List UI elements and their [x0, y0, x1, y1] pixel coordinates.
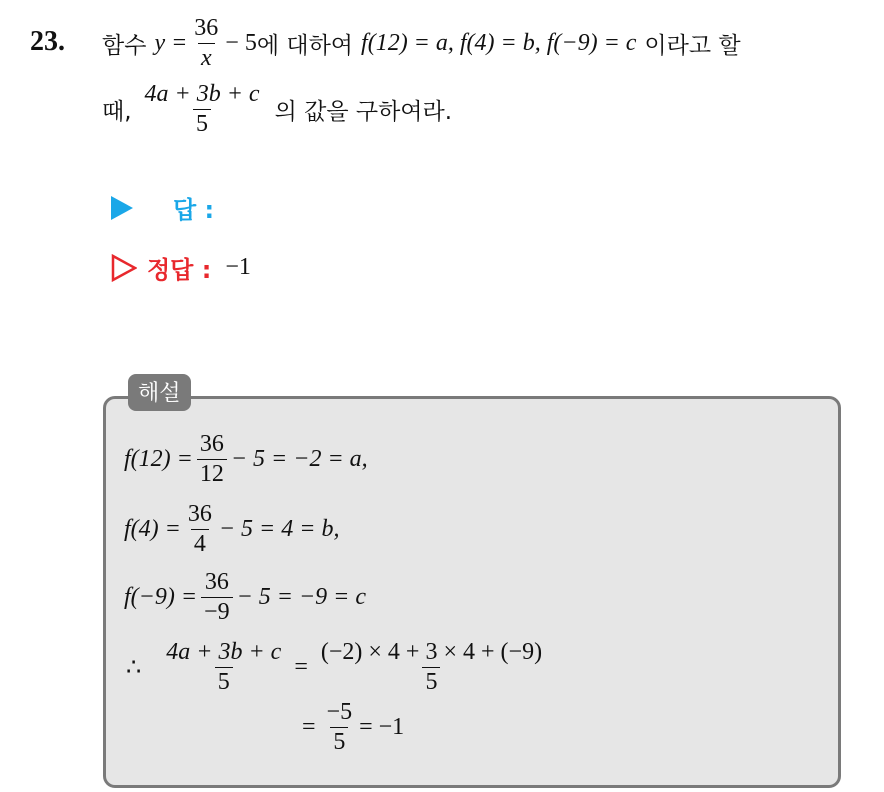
solution-line-4 — [126, 640, 549, 695]
solution-line-1 — [124, 432, 368, 487]
solution-tag: 해설 — [128, 374, 191, 411]
problem-text-post: 이라고 할 — [644, 33, 741, 60]
problem-text-pre: 함수 — [102, 33, 147, 60]
problem-number: 23. — [30, 26, 65, 57]
solution-l2-lhs: f(4) = — [124, 516, 181, 543]
correct-answer-value: −1 — [225, 254, 251, 280]
answer-label: 답 : — [173, 196, 215, 224]
solution-l1-fraction — [197, 432, 227, 487]
function-fraction — [191, 16, 221, 71]
solution-l3-lhs: f(−9) = — [124, 584, 198, 611]
solution-l3-fraction — [201, 570, 233, 625]
solution-l1-rhs: − 5 = −2 = a, — [230, 446, 368, 473]
solution-l1-denominator: 12 — [197, 459, 227, 487]
function-denominator: x — [198, 43, 215, 71]
solution-l4-right-denominator: 5 — [422, 667, 440, 695]
solution-l2-denominator: 4 — [191, 529, 209, 557]
solution-line-3 — [124, 570, 366, 625]
solution-l4-fraction — [163, 640, 284, 695]
outline-triangle-icon — [111, 254, 137, 282]
function-eq: y = — [154, 30, 188, 57]
problem-question: 의 값을 구하여라. — [274, 99, 453, 126]
solution-l4-equals: = — [294, 654, 308, 681]
solution-l2-numerator: 36 — [187, 501, 212, 527]
solution-l3-denominator: −9 — [201, 597, 233, 625]
solution-l5-rhs: = −1 — [359, 714, 405, 741]
solution-l5-fraction — [324, 700, 356, 755]
solution-l1-lhs: f(12) = — [124, 446, 193, 473]
solution-l1-numerator: 36 — [199, 431, 224, 457]
solution-line-2 — [124, 502, 339, 557]
conditions: f(12) = a, f(4) = b, f(−9) = c — [361, 30, 637, 57]
problem-line-1 — [102, 16, 741, 71]
play-icon — [111, 196, 133, 220]
correct-answer-label: 정답 : — [147, 256, 212, 284]
problem-text-when: 때, — [102, 99, 132, 126]
solution-l4-denominator: 5 — [215, 667, 233, 695]
solution-l2-fraction — [185, 502, 215, 557]
solution-l4-right-fraction — [318, 640, 545, 695]
solution-l4-numerator: 4a + 3b + c — [166, 639, 282, 665]
solution-l4-right-numerator: (−2) × 4 + 3 × 4 + (−9) — [320, 639, 543, 665]
problem-text-mid: 에 대하여 — [256, 33, 354, 60]
solution-l5-numerator: −5 — [326, 699, 353, 725]
solution-l3-rhs: − 5 = −9 = c — [236, 584, 367, 611]
function-minus: − 5 — [225, 30, 257, 57]
problem-line-2 — [102, 82, 452, 137]
solution-l3-numerator: 36 — [204, 569, 229, 595]
therefore-symbol: ∴ — [126, 655, 142, 682]
expression-numerator: 4a + 3b + c — [144, 81, 260, 107]
solution-l2-rhs: − 5 = 4 = b, — [218, 516, 340, 543]
function-numerator: 36 — [194, 15, 219, 41]
expression-fraction — [142, 82, 263, 137]
answer-row — [111, 190, 214, 225]
correct-answer-row — [111, 250, 251, 285]
solution-line-5 — [302, 700, 404, 755]
solution-l5-equals: = — [302, 714, 316, 741]
solution-l5-denominator: 5 — [330, 727, 348, 755]
expression-denominator: 5 — [193, 109, 211, 137]
